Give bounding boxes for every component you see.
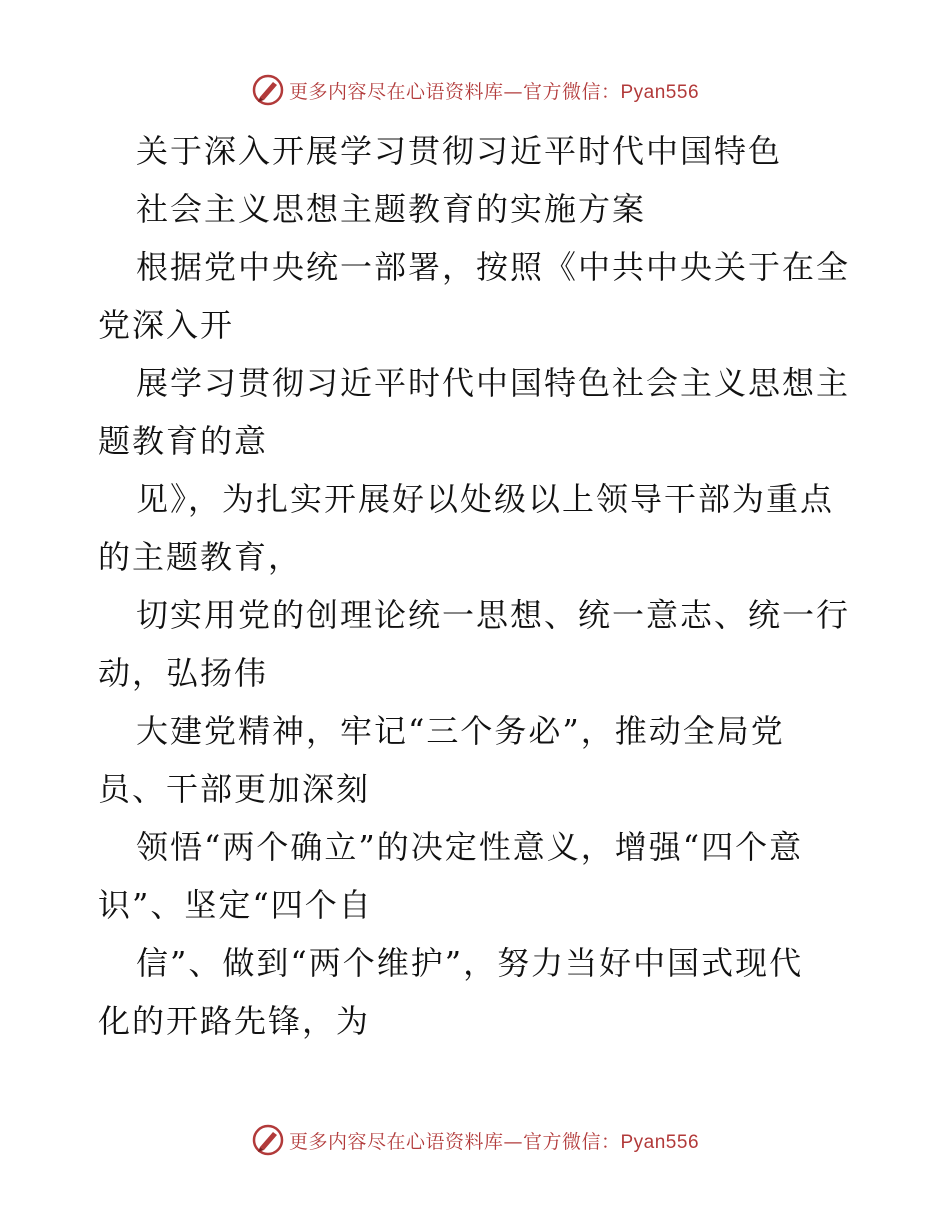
header-banner-text: 更多内容尽在心语资料库—官方微信：Pyan556 <box>288 80 700 103</box>
paragraph-line: 的主题教育， <box>98 538 303 576</box>
paragraph-line: 识”、坚定“四个自 <box>98 886 373 924</box>
paragraph-line: 根据党中央统一部署，按照《中共中央关于在全 <box>136 248 851 286</box>
paragraph-line: 题教育的意 <box>98 422 269 460</box>
paragraph-line: 展学习贯彻习近平时代中国特色社会主义思想主 <box>136 364 851 402</box>
doc-title-line-2: 社会主义思想主题教育的实施方案 <box>136 190 647 228</box>
paragraph-line: 党深入开 <box>98 306 235 344</box>
header-banner <box>0 70 950 110</box>
paragraph-line: 切实用党的创理论统一思想、统一意志、统一行 <box>136 596 851 634</box>
paragraph-line: 大建党精神，牢记“三个务必”，推动全局党 <box>136 712 785 750</box>
header-wechat-account: Pyan556 <box>620 81 700 103</box>
paragraph-line: 化的开路先锋，为 <box>98 1002 371 1040</box>
pen-logo-icon <box>251 73 285 107</box>
doc-title-line-1: 关于深入开展学习贯彻习近平时代中国特色 <box>136 132 783 170</box>
paragraph-line: 信”、做到“两个维护”，努力当好中国式现代 <box>136 944 804 982</box>
footer-banner-text: 更多内容尽在心语资料库—官方微信：Pyan556 <box>288 1130 700 1153</box>
paragraph-line: 动，弘扬伟 <box>98 654 269 692</box>
pen-logo-icon <box>251 1123 285 1157</box>
footer-wechat-account: Pyan556 <box>620 1131 700 1153</box>
paragraph-line: 领悟“两个确立”的决定性意义，增强“四个意 <box>136 828 804 866</box>
paragraph-line: 员、干部更加深刻 <box>98 770 371 808</box>
paragraph-line: 见》，为扎实开展好以处级以上领导干部为重点 <box>136 480 835 518</box>
footer-banner <box>0 1120 950 1160</box>
document-body <box>98 122 868 1050</box>
